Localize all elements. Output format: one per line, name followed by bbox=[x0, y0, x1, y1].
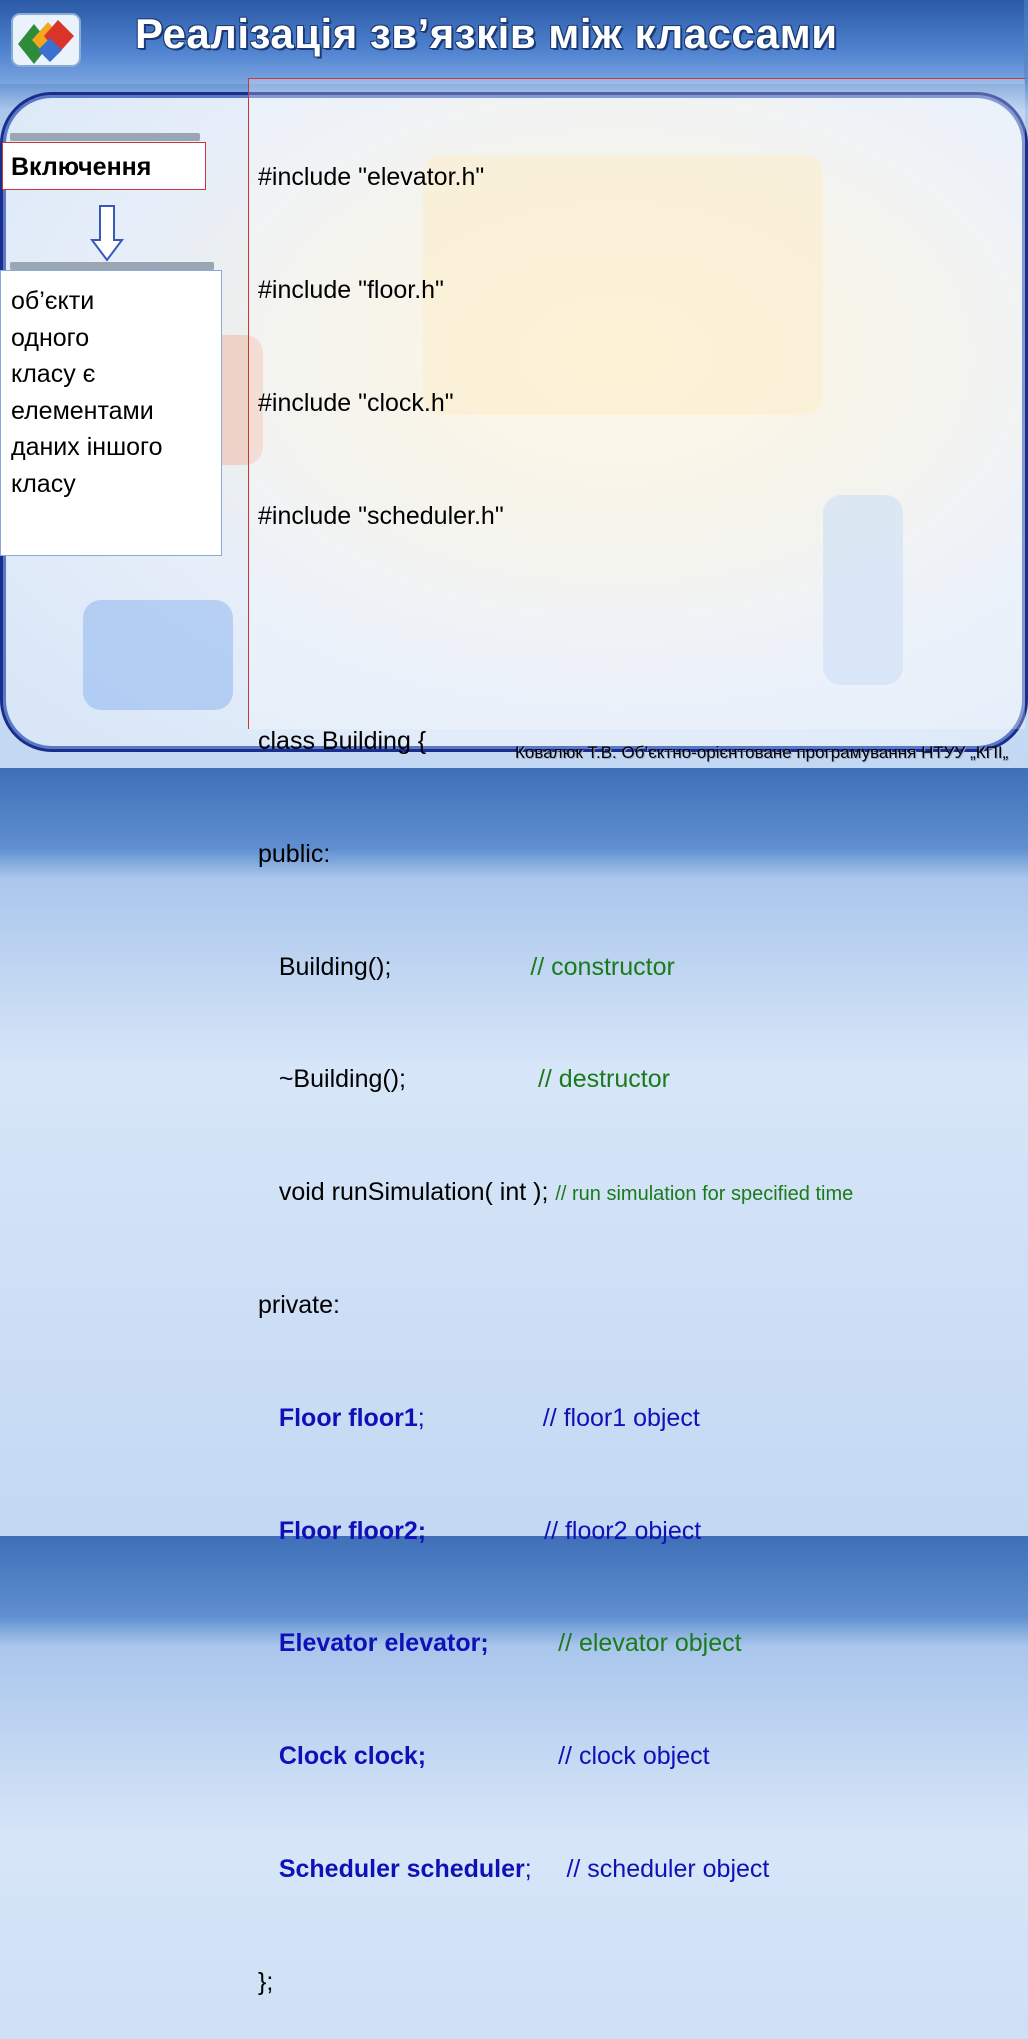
mosaic-logo-icon bbox=[10, 10, 82, 70]
code-member-line bbox=[258, 949, 1018, 987]
code-member: Elevator elevator; bbox=[258, 1629, 489, 1658]
code-public-label: public: bbox=[258, 839, 331, 868]
code-member-line bbox=[258, 1400, 1018, 1438]
code-comment: // scheduler object bbox=[566, 1854, 770, 1883]
code-class-end: }; bbox=[258, 1967, 274, 1996]
code-member-line bbox=[258, 1513, 1018, 1551]
slide-title: Реалізація зв’язків між классами bbox=[135, 10, 838, 57]
code-member: ~Building(); bbox=[258, 1065, 538, 1094]
decor-tile bbox=[83, 600, 233, 710]
code-member: void runSimulation( int ); bbox=[258, 1178, 556, 1207]
code-member: Floor floor2; bbox=[258, 1516, 427, 1545]
code-member: Floor floor1 bbox=[258, 1403, 418, 1432]
tab-strip bbox=[10, 133, 200, 141]
code-member: Clock clock; bbox=[258, 1742, 427, 1771]
code-member-line bbox=[258, 1625, 1018, 1663]
slide-footer: Ковалюк Т.В. Об’єктно-орієнтоване програмування НТУУ „КПІ„ bbox=[515, 743, 1009, 762]
description-box bbox=[0, 270, 222, 556]
code-comment: // run simulation for specified time bbox=[555, 1183, 854, 1206]
code-include-line: #include "floor.h" bbox=[258, 275, 444, 304]
code-member-line bbox=[258, 1851, 1018, 1889]
code-comment: // elevator object bbox=[558, 1629, 742, 1658]
code-listing bbox=[258, 84, 1018, 2039]
code-member: Scheduler scheduler bbox=[258, 1854, 525, 1883]
description-line: елементами bbox=[11, 396, 154, 425]
code-comment: // constructor bbox=[530, 952, 675, 981]
code-member-line bbox=[258, 1061, 1018, 1099]
code-include-line: #include "clock.h" bbox=[258, 388, 454, 417]
down-arrow-icon bbox=[90, 204, 124, 262]
code-class-decl: class Building { bbox=[258, 727, 427, 756]
description-line: класу є bbox=[11, 360, 96, 388]
code-punct bbox=[426, 1742, 558, 1770]
code-punct: ; bbox=[524, 1854, 567, 1883]
code-punct bbox=[489, 1629, 558, 1657]
description-line: об’єкти bbox=[11, 287, 95, 315]
code-punct bbox=[426, 1517, 544, 1545]
code-comment: // destructor bbox=[537, 1065, 670, 1094]
code-punct: ; bbox=[417, 1403, 543, 1432]
code-member-line bbox=[258, 1738, 1018, 1776]
description-line: одного bbox=[11, 323, 90, 352]
code-comment: // floor2 object bbox=[544, 1516, 702, 1545]
description-line: даних іншого bbox=[11, 433, 163, 461]
inclusion-label-box: Включення bbox=[2, 142, 206, 190]
code-comment: // floor1 object bbox=[542, 1403, 700, 1432]
code-include-line: #include "scheduler.h" bbox=[258, 501, 504, 530]
code-blank-line bbox=[258, 610, 1018, 648]
tab-strip bbox=[10, 262, 214, 270]
code-comment: // clock object bbox=[558, 1742, 710, 1771]
code-member-line bbox=[258, 1174, 1018, 1212]
description-line: класу bbox=[11, 469, 76, 498]
code-include-line: #include "elevator.h" bbox=[258, 163, 485, 192]
code-private-label: private: bbox=[258, 1291, 340, 1319]
code-member: Building(); bbox=[258, 952, 531, 981]
